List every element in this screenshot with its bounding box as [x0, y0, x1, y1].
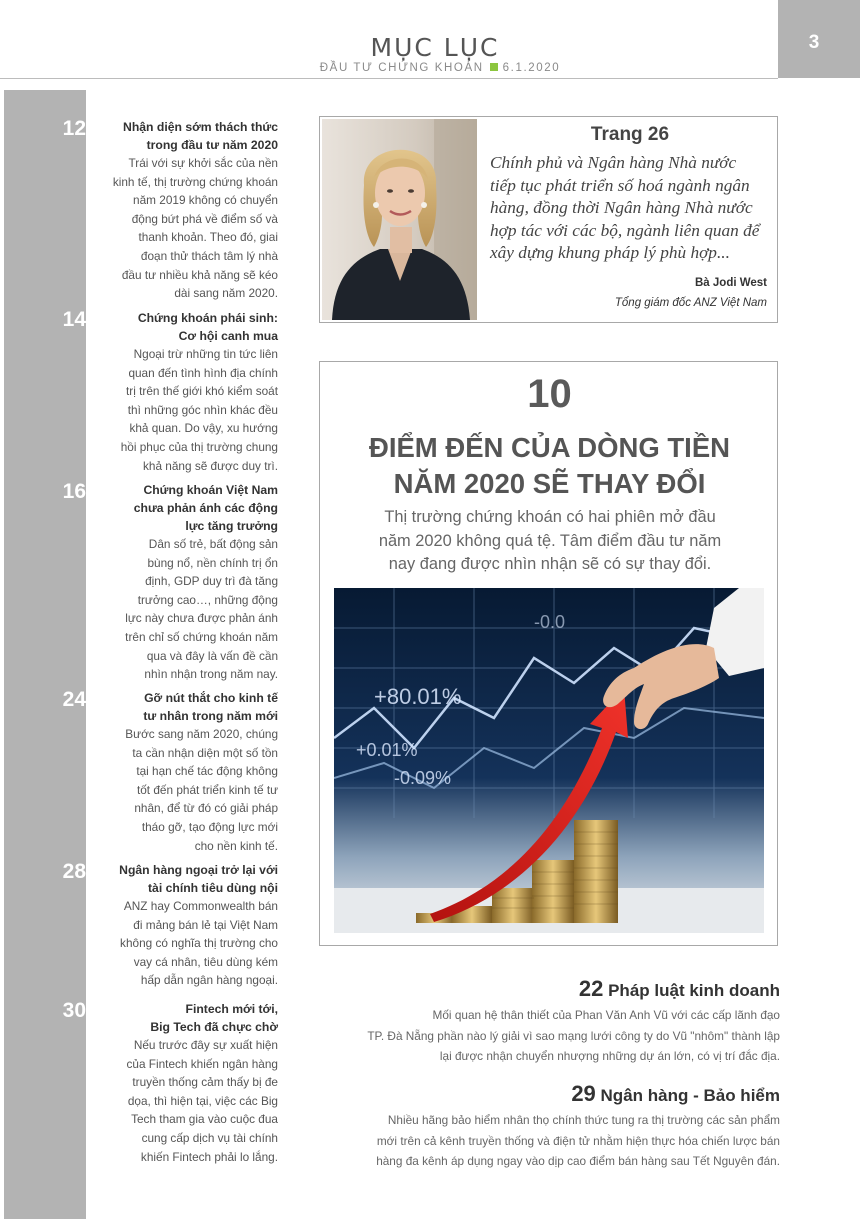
- toc-title: Ngân hàng ngoại trở lại với: [119, 863, 278, 877]
- feature-box[interactable]: [319, 361, 778, 946]
- toc-item[interactable]: [50, 689, 278, 855]
- toc-desc: thì những góc nhìn khác đều: [127, 402, 278, 417]
- section-line: Nhiều hãng bảo hiểm nhân thọ chính thức tung ra thị trường các sản phẩm: [387, 1113, 780, 1127]
- header-divider: [0, 78, 778, 79]
- toc-page-number: 14: [62, 308, 86, 331]
- page-tab: [778, 0, 860, 78]
- toc-desc: dài sang năm 2020.: [174, 286, 278, 301]
- quote-line: Chính phủ và Ngân hàng Nhà nước: [490, 153, 737, 172]
- toc-title: Gỡ nút thắt cho kinh tế: [144, 691, 278, 705]
- toc-desc: Trái với sự khởi sắc của nền: [128, 156, 278, 170]
- quote-line: xây dựng khung pháp lý phù hợp...: [490, 243, 730, 263]
- quote-line: tiếp tục phát triển số hoá ngành ngân: [490, 175, 750, 195]
- toc-item[interactable]: [50, 481, 278, 684]
- portrait-photo: [322, 119, 477, 320]
- section-title: Pháp luật kinh doanh: [608, 981, 780, 1000]
- toc-desc: khả quan. Do vậy, xu hướng: [129, 421, 278, 436]
- toc-title: Fintech mới tới,: [185, 1002, 278, 1016]
- portrait-illustration: [322, 119, 477, 320]
- toc-desc: hồi phục của thị trường chung: [120, 439, 278, 454]
- quote-text: [490, 152, 775, 265]
- section-heading: [320, 1081, 780, 1107]
- feature-lead-line: năm 2020 không quá tệ. Tâm điểm đầu tư năm: [378, 531, 722, 550]
- toc-desc: tháo gỡ, tạo động lực mới: [141, 819, 278, 834]
- toc-desc: cung cấp dịch vụ tài chính: [141, 1130, 278, 1145]
- section-page-number: 22: [578, 976, 604, 1001]
- toc-title: chưa phản ánh các động: [133, 501, 278, 515]
- toc-desc: đoạn thử thách tâm lý nhà: [140, 248, 278, 263]
- toc-desc: nhân, để từ đó có giải pháp: [134, 801, 278, 816]
- ticker-text: +0.01%: [356, 740, 418, 760]
- toc-item[interactable]: [50, 1000, 278, 1166]
- toc-desc: ta cần nhận diện một số tồn: [132, 745, 278, 760]
- toc-desc: đi mảng bán lẻ tại Việt Nam: [133, 917, 278, 932]
- green-square-icon: [490, 63, 498, 71]
- section-heading: [320, 976, 780, 1002]
- toc-page-number: 24: [62, 688, 86, 711]
- toc-desc: vay cá nhân, tiêu dùng kém: [133, 954, 278, 969]
- magazine-name: ĐẦU TƯ CHỨNG KHOÁN: [319, 62, 484, 74]
- feature-title-line: NĂM 2020 SẼ THAY ĐỔI: [393, 468, 706, 499]
- stock-growth-illustration: [334, 588, 764, 933]
- feature-title-line: ĐIỂM ĐẾN CỦA DÒNG TIỀN: [368, 432, 731, 463]
- toc-desc: khả năng sẽ được duy trì.: [143, 458, 278, 473]
- toc-desc: khiến Fintech phải lo lắng.: [140, 1149, 278, 1164]
- toc-item[interactable]: [50, 861, 278, 990]
- issue-date: 6.1.2020: [502, 62, 561, 74]
- feature-number: 10: [527, 372, 572, 416]
- toc-desc: Nếu trước đây sự xuất hiện: [133, 1038, 278, 1052]
- toc-desc: hấp dẫn ngân hàng ngoại.: [140, 973, 278, 988]
- toc-title: Chứng khoán Việt Nam: [143, 483, 278, 497]
- toc-title: Nhận diện sớm thách thức: [123, 120, 278, 134]
- toc-desc: Dân số trẻ, bất động sản: [148, 537, 278, 551]
- toc-desc: Bước sang năm 2020, chúng: [125, 727, 278, 741]
- toc-desc: truyền thống cảm thấy bị đe: [132, 1075, 278, 1090]
- header-subtitle: [300, 62, 580, 74]
- toc-title: Cơ hội canh mua: [178, 329, 278, 343]
- feature-lead: [340, 506, 760, 577]
- section-page-number: 29: [571, 1081, 596, 1106]
- toc-desc: kinh tế, thị trường chứng khoán: [112, 174, 278, 189]
- section-line: Mối quan hệ thân thiết của Phan Văn Anh Vũ với các cấp lãnh đạo: [432, 1008, 780, 1022]
- toc-desc: tốt đến phát triển kinh tế tư: [136, 782, 278, 797]
- toc-desc: dọa, thì hiện tại, việc các Big: [127, 1093, 278, 1108]
- toc-item[interactable]: [50, 118, 278, 303]
- toc-page-number: 30: [62, 999, 86, 1022]
- feature-image: [334, 588, 764, 933]
- toc-desc: năm 2019 không có chuyển: [133, 193, 278, 208]
- toc-desc: thanh khoản. Theo đó, giai: [138, 230, 278, 245]
- toc-desc: của Fintech khiến ngân hàng: [126, 1056, 278, 1071]
- toc-title: Big Tech đã chực chờ: [150, 1020, 278, 1034]
- ticker-text: +80.01%: [374, 684, 462, 709]
- toc-desc: tại hạn chế tác động không: [136, 764, 278, 779]
- section-feature[interactable]: [320, 1081, 780, 1172]
- toc-page-number: 12: [62, 117, 86, 140]
- toc-desc: không có nghĩa thị trường cho: [120, 936, 278, 951]
- section-line: hàng đa kênh áp dụng ngay vào dịp cao điểm bán hàng sau Tết Nguyên đán.: [376, 1154, 780, 1169]
- toc-desc: quan đến tình hình địa chính: [128, 365, 278, 380]
- toc-desc: trị trên thế giới khó kiểm soát: [126, 384, 278, 399]
- quote-line: hợp tác với các bộ, ngành liên quan để: [490, 220, 760, 240]
- toc-title: lực tăng trưởng: [185, 519, 278, 533]
- toc-title: tài chính tiêu dùng nội: [148, 881, 278, 895]
- toc-desc: đầu tư nhiều khả năng sẽ kéo: [121, 267, 278, 282]
- toc-desc: động bứt phá về điểm số và: [131, 211, 278, 226]
- section-feature[interactable]: [320, 976, 780, 1067]
- toc-item[interactable]: [50, 309, 278, 475]
- feature-lead-line: nay đang được nhìn nhận sẽ có sự thay đổi.: [388, 555, 712, 573]
- toc-desc: lực này chưa được phản ánh: [125, 611, 278, 626]
- feature-title: [320, 430, 779, 502]
- quote-line: hàng, đồng thời Ngân hàng Nhà nước: [490, 198, 753, 218]
- toc-desc: Ngoại trừ những tin tức liên: [133, 347, 278, 361]
- ticker-text: -0.0: [534, 612, 566, 632]
- toc-desc: ANZ hay Commonwealth bán: [123, 899, 278, 913]
- section-line: lại được nhận chuyển nhượng những dự án lớn, có vị trí đắc địa.: [439, 1049, 780, 1064]
- quote-author: Bà Jodi West: [695, 277, 767, 289]
- quote-page-title: Trang 26: [590, 124, 670, 145]
- toc-page-number: 28: [62, 860, 86, 883]
- section-desc: [320, 1005, 780, 1067]
- toc-desc: bùng nổ, nền chính trị ổn: [147, 555, 278, 570]
- ticker-text: -0.09%: [394, 768, 452, 788]
- toc-page-number: 16: [62, 480, 86, 503]
- section-line: TP. Đà Nẵng phần nào lý giải vì sao mạng lưới công ty do Vũ "nhôm" thành lập: [367, 1028, 780, 1043]
- section-line: mới trên cả kênh truyền thống và điện tử nhằm hiện thực hóa chiến lược bán: [376, 1133, 780, 1148]
- page-number: 3: [808, 32, 820, 53]
- toc-desc: trên chỉ số chứng khoán năm: [125, 629, 278, 644]
- toc-desc: Tech tham gia vào cuộc đua: [131, 1112, 278, 1127]
- toc-desc: nhìn nhận trong năm nay.: [144, 667, 278, 682]
- page-title: MỤC LỤC: [370, 33, 500, 62]
- toc-desc: trưởng cao…, những động: [137, 592, 278, 607]
- toc-desc: qua và đây là vấn đề cần: [146, 648, 278, 663]
- feature-lead-line: Thị trường chứng khoán có hai phiên mở đầu: [384, 508, 716, 526]
- toc-title: trong đầu tư năm 2020: [146, 138, 278, 152]
- quote-author-role: Tổng giám đốc ANZ Việt Nam: [614, 297, 767, 309]
- toc-title: Chứng khoán phái sinh:: [137, 311, 278, 325]
- toc-desc: định, GDP duy trì đà tăng: [145, 574, 278, 589]
- section-desc: [320, 1110, 780, 1172]
- section-title: Ngân hàng - Bảo hiểm: [600, 1086, 780, 1105]
- toc-desc: cho nền kinh tế.: [194, 838, 278, 853]
- quote-box[interactable]: [319, 116, 778, 323]
- toc-title: tư nhân trong năm mới: [143, 709, 278, 723]
